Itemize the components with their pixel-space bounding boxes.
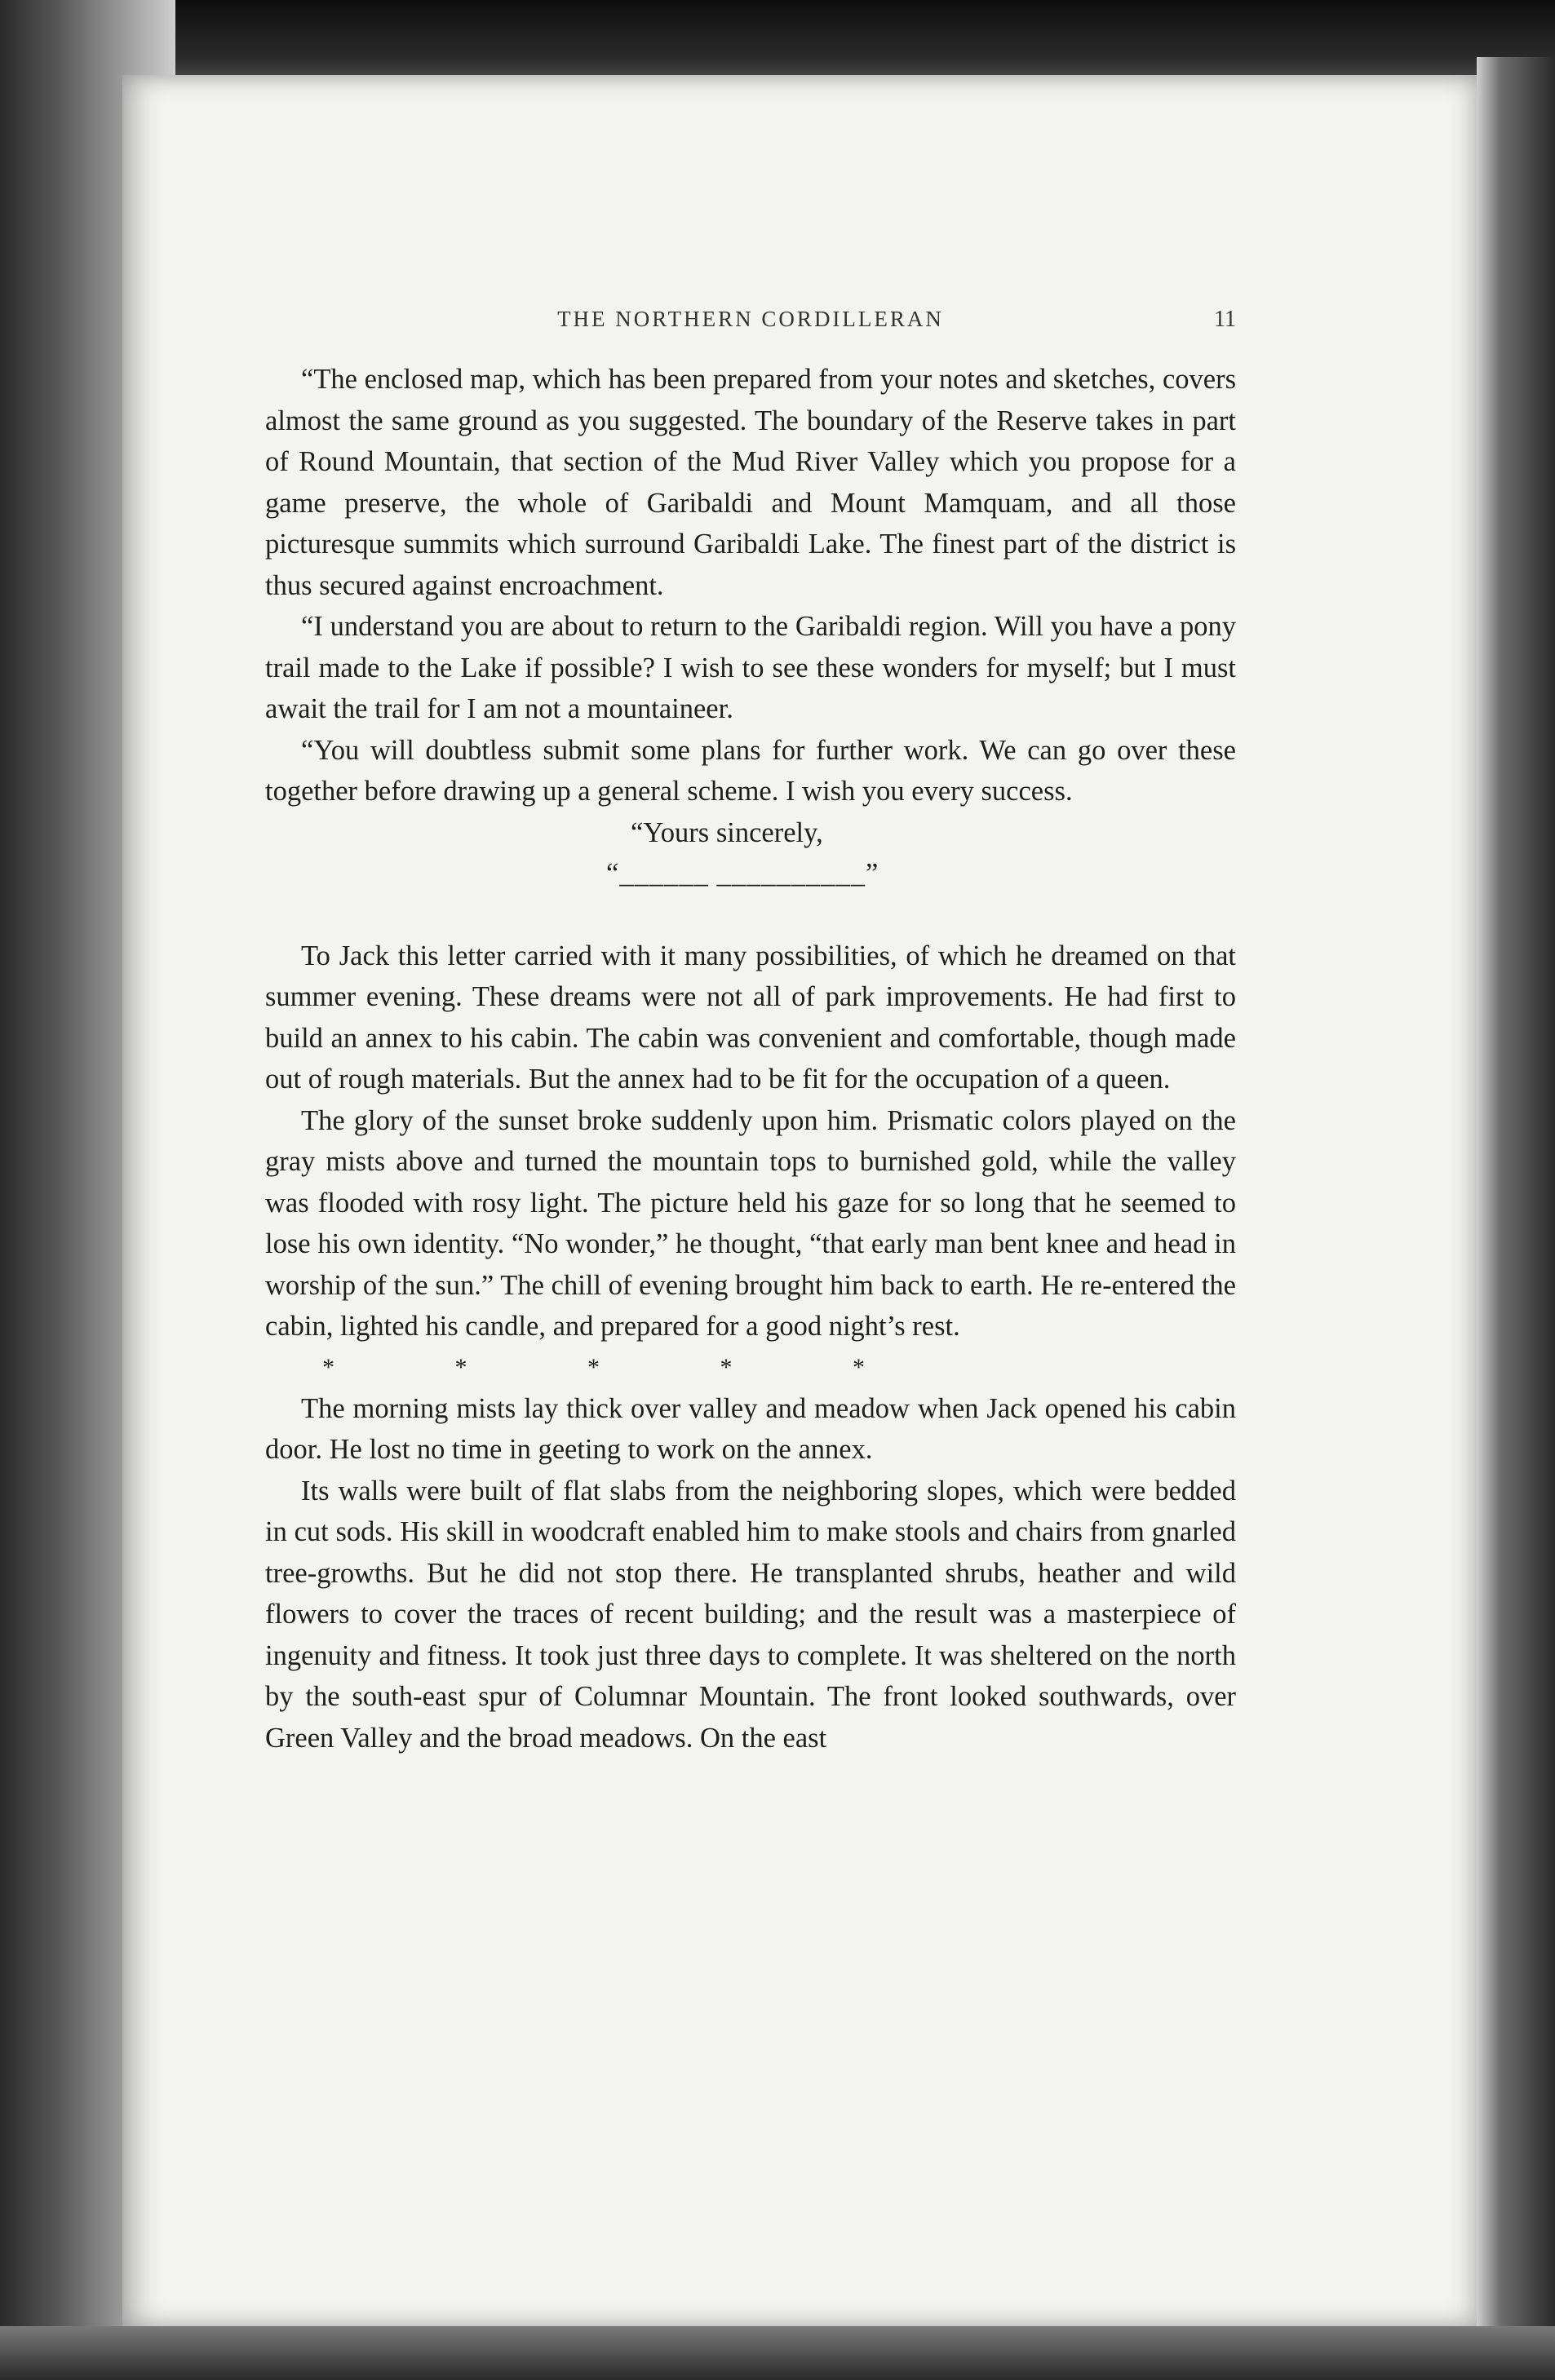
spacer <box>265 895 1236 936</box>
letter-closing: “Yours sincerely, <box>631 816 823 848</box>
paragraph: “The enclosed map, which has been prepared from your notes and sketches, covers almost the same ground as you suggested. The boundary of the Reserve takes in part of Round Mountain, that section of the Mud River Valley which you propose for a game preserve, the whole of Garibaldi and Mount Mamquam, and all those picturesque summits which surround Garibaldi Lake. The finest part of the district is thus secured against encroachment. <box>265 364 1236 601</box>
page-right-edge <box>1477 57 1555 2380</box>
paragraph: “You will doubtless submit some plans for further work. We can go over these together before drawing up a general scheme. I wish you every success. <box>265 734 1236 807</box>
paragraph: The morning mists lay thick over valley and meadow when Jack opened his cabin door. He lost no time in geeting to work on the annex. <box>265 1392 1236 1465</box>
running-head <box>265 300 1236 341</box>
page-body <box>265 359 1236 1758</box>
paragraph: To Jack this letter carried with it many possibilities, of which he dreamed on that summer evening. These dreams were not all of park improvements. He had first to build an annex to his cabin. The cabin was convenient and comfortable, though made out of rough materials. But the annex had to be fit for the occupation of a queen. <box>265 940 1236 1095</box>
section-break: * * * * * <box>322 1353 922 1381</box>
page-bottom-edge <box>0 2326 1555 2380</box>
paragraph: “I understand you are about to return to the Garibaldi region. Will you have a pony trail made to the Lake if possible? I wish to see these wonders for myself; but I must await the trail for I am not a mountaineer. <box>265 611 1236 724</box>
paragraph: The glory of the sunset broke suddenly upon him. Prismatic colors played on the gray mists above and turned the mountain tops to burnished gold, while the valley was flooded with rosy light. The picture held his gaze for so long that he seemed to lose his own identity. “No wonder,” he thought, “that early man bent knee and head in worship of the sun.” The chill of evening brought him back to earth. He re-entered the cabin, lighted his candle, and prepared for a good night’s rest. <box>265 1104 1236 1342</box>
running-title: THE NORTHERN CORDILLERAN <box>557 307 944 331</box>
paragraph: Its walls were built of flat slabs from the neighboring slopes, which were bedded in cut sods. His skill in woodcraft enabled him to make stools and chairs from gnarled tree-growths. But he did not stop there. He transplanted shrubs, heather and wild flowers to cover the traces of recent building; and the result was a masterpiece of ingenuity and fitness. It took just three days to complete. It was sheltered on the north by the south-east spur of Columnar Mountain. The front looked southwards, over Green Valley and the broad meadows. On the east <box>265 1475 1236 1754</box>
page-number: 11 <box>1214 307 1236 332</box>
letter-signature: “______ __________” <box>606 858 879 889</box>
